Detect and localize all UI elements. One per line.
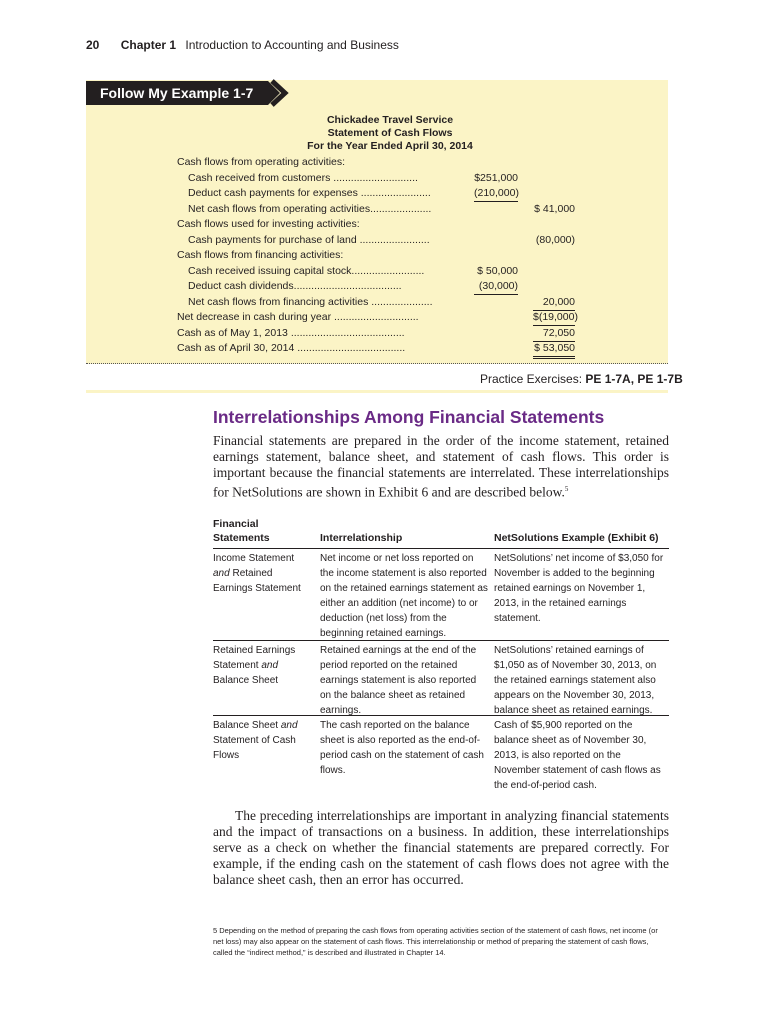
line-total: $ 41,000 xyxy=(534,203,575,215)
section-title: Interrelationships Among Financial Statements xyxy=(213,407,605,427)
table-rule xyxy=(213,640,669,641)
table-cell: NetSolutions’ net income of $3,050 for November is added to the beginning retained earnings on November 1, 2013, in the retained earnings statement. xyxy=(494,553,664,624)
intro-text: Financial statements are prepared in the order of the income statement, retained earnings statement, balance sheet, and statement of cash flows. This order is important because the financial statements are interrelated. These interrelationships for NetSolutions are shown in Exhibit 6 and are described below. xyxy=(213,433,669,500)
line-label: Net cash flows from operating activities..................... xyxy=(188,203,432,215)
table-cell: The cash reported on the balance sheet is also reported as the end-of-period cash on the statement of cash flows. xyxy=(320,720,484,776)
footnote-marker: 5 xyxy=(564,485,569,493)
statement-line xyxy=(177,310,577,325)
line-label: Cash payments for purchase of land ........................ xyxy=(188,234,430,246)
cell-text: Retained Earnings Statement xyxy=(213,645,296,671)
line-label: Net decrease in cash during year ............................. xyxy=(177,311,419,323)
line-label: Deduct cash dividends..................................... xyxy=(188,280,402,292)
line-amount: (210,000) xyxy=(474,186,518,202)
line-label: Net cash flows from financing activities ..................... xyxy=(188,296,433,308)
statement-line xyxy=(177,341,577,356)
table-cell: Retained earnings at the end of the period reported on the retained earnings statement is also reported on the balance sheet as retained earnings. xyxy=(320,645,477,716)
line-total: $ 53,050 xyxy=(533,341,575,359)
example-tag: Follow My Example 1-7 xyxy=(86,81,262,105)
practice-refs: PE 1-7A, PE 1-7B xyxy=(585,372,683,386)
line-total: $(19,000) xyxy=(533,310,575,326)
statement-line xyxy=(177,248,577,263)
line-amount: (30,000) xyxy=(474,279,518,295)
line-label: Deduct cash payments for expenses ........................ xyxy=(188,187,431,199)
line-label: Cash flows from financing activities: xyxy=(177,249,344,261)
statement-name: Statement of Cash Flows xyxy=(327,127,453,139)
line-label: Cash as of May 1, 2013 ....................................... xyxy=(177,327,405,339)
table-cell xyxy=(213,551,313,596)
statement-line xyxy=(177,295,577,310)
divider xyxy=(86,363,668,364)
chapter-title: Introduction to Accounting and Business xyxy=(185,38,399,52)
table-cell xyxy=(213,718,313,763)
statement-line xyxy=(177,264,577,279)
cell-text: Balance Sheet xyxy=(213,675,279,686)
footnote: 5 Depending on the method of preparing the cash flows from operating activities section of the statement of cash flows, net income (or net loss) may also appear on the statement of cash flows. This interrelationship or method of preparing the statement of cash flows, called the “indirect method,” is described and illustrated in Chapter 14. xyxy=(213,926,658,957)
table-header: NetSolutions Example (Exhibit 6) xyxy=(494,532,659,544)
practice-label: Practice Exercises: xyxy=(480,372,586,386)
running-header xyxy=(86,38,399,52)
table-cell xyxy=(213,643,313,688)
practice-exercises xyxy=(480,372,683,386)
table-cell: Net income or net loss reported on the income statement is also reported on the retained earnings statement as either an addition (net income) to or deduction (net loss) from the beginning retained earnings. xyxy=(320,553,488,639)
statement-heading xyxy=(270,114,510,153)
closing-paragraph: The preceding interrelationships are important in analyzing financial statements and the impact of transactions on a business. In addition, these interrelationships serve as a check on whether the financial statements are prepared correctly. For example, if the ending cash on the statement of cash flows does not agree with the balance sheet cash, then an error has occurred. xyxy=(213,808,669,887)
divider xyxy=(86,390,668,393)
cell-text: and xyxy=(280,720,298,731)
cell-text: Statement of Cash Flows xyxy=(213,735,296,761)
statement-period: For the Year Ended April 30, 2014 xyxy=(307,140,473,152)
statement-line xyxy=(177,326,577,341)
page-number: 20 xyxy=(86,38,100,52)
table-cell: Cash of $5,900 reported on the balance sheet as of November 30, 2013, is also reported on the November statement of cash flows as the end-of-period cash. xyxy=(494,720,661,791)
table-rule xyxy=(213,548,669,549)
cell-text: Balance Sheet xyxy=(213,720,281,731)
line-total: (80,000) xyxy=(535,234,575,246)
statement-line xyxy=(177,279,577,294)
statement-line xyxy=(177,233,577,248)
line-label: Cash flows used for investing activities: xyxy=(177,218,360,230)
line-total: 20,000 xyxy=(533,295,575,311)
line-label: Cash flows from operating activities: xyxy=(177,156,346,168)
intro-paragraph xyxy=(213,433,669,501)
cell-text: Income Statement xyxy=(213,553,295,564)
table-header: Financial Statements xyxy=(213,518,270,544)
statement-line xyxy=(177,186,577,201)
table-header: Interrelationship xyxy=(320,532,403,544)
cell-text: and xyxy=(261,660,279,671)
line-amount: $ 50,000 xyxy=(477,265,518,277)
line-label: Cash received issuing capital stock......................... xyxy=(188,265,425,277)
statement-line xyxy=(177,155,577,170)
cell-text: and xyxy=(213,568,230,579)
statement-line xyxy=(177,202,577,217)
company-name: Chickadee Travel Service xyxy=(326,114,454,126)
line-label: Cash as of April 30, 2014 ..................................... xyxy=(177,342,406,354)
table-rule xyxy=(213,715,669,716)
chapter-label: Chapter 1 xyxy=(120,38,177,52)
line-total: 72,050 xyxy=(533,326,575,342)
statement-line xyxy=(177,217,577,232)
table-cell: NetSolutions’ retained earnings of $1,050 as of November 30, 2013, on the retained earnings statement also appears on the November 30, 2013, balance sheet as retained earnings. xyxy=(494,645,657,716)
line-amount: $251,000 xyxy=(474,172,518,184)
cell-text: Retained Earnings Statement xyxy=(213,568,301,594)
line-label: Cash received from customers ............................. xyxy=(188,172,418,184)
statement-line xyxy=(177,171,577,186)
chevron-right-icon xyxy=(258,79,292,107)
